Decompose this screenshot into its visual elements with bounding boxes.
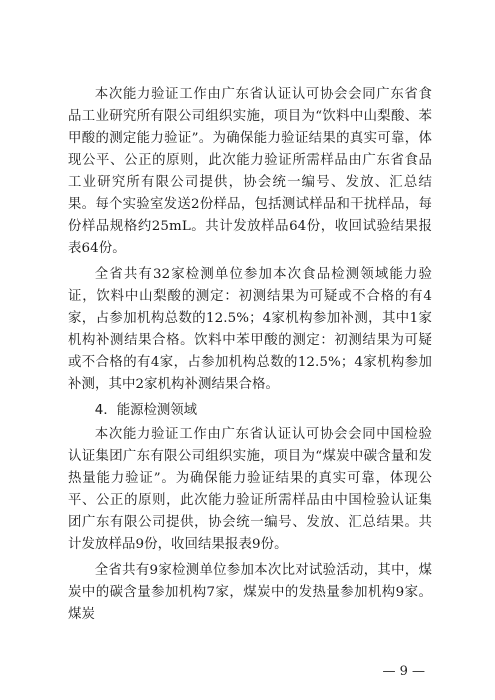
section-heading-energy: 4．能源检测领域 <box>94 403 198 418</box>
paragraph-food-results: 全省共有32家检测单位参加本次食品检测领域能力验证，饮料中山梨酸的测定：初测结果为可疑或不合格的有4家，占参加机构总数的12.5%；4家机构参加补测，其中1家机构补测结果合格。饮料中苯甲酸的测定：初测结果为可疑或不合格的有4家，占参加机构总数的12.5%；4家机构参加补测，其中2家机构补测结果合格。 <box>68 267 432 392</box>
paragraph-energy-results: 全省共有9家检测单位参加本次比对试验活动，其中，煤炭中的碳含量参加机构7家，煤炭中的发热量参加机构9家。煤炭 <box>68 563 432 622</box>
paragraph-energy-organization: 本次能力验证工作由广东省认证认可协会会同中国检验认证集团广东有限公司组织实施，项目为“煤炭中碳含量和发热量能力验证”。为确保能力验证结果的真实可靠，体现公平、公正的原则，此次能力验证所需样品由中国检验认证集团广东有限公司提供，协会统一编号、发放、汇总结果。共计发放样品9份，收回结果报表9份。 <box>68 427 432 552</box>
body-text <box>68 84 432 626</box>
paragraph-food-organization: 本次能力验证工作由广东省认证认可协会会同广东省食品工业研究所有限公司组织实施，项目为“饮料中山梨酸、苯甲酸的测定能力验证”。为确保能力验证结果的真实可靠，体现公平、公正的原则，此次能力验证所需样品由广东省食品工业研究所有限公司提供，协会统一编号、发放、汇总结果。每个实验室发送2份样品，包括测试样品和干扰样品，每份样品规格约25mL。共计发放样品64份，收回试验结果报表64份。 <box>68 87 432 256</box>
page-number: — 9 — <box>382 664 425 679</box>
